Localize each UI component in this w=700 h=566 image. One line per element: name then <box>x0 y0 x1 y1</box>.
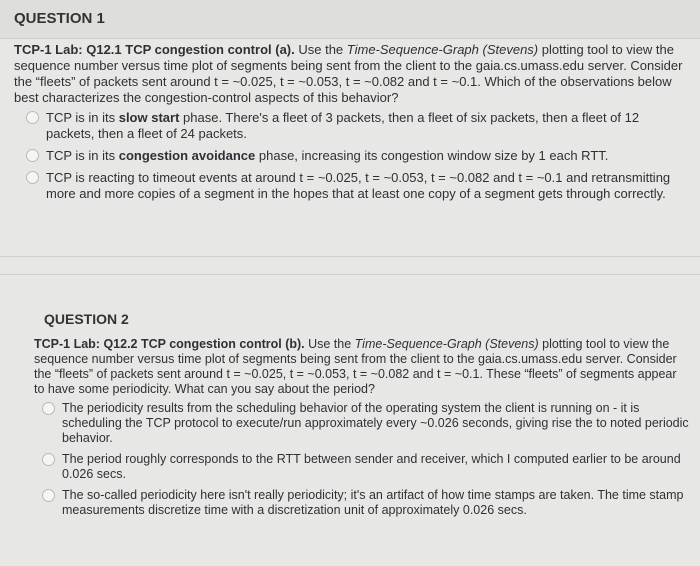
question-1-options <box>14 110 690 202</box>
section-divider <box>0 274 700 275</box>
radio-button[interactable] <box>42 402 55 415</box>
question-2-lead: TCP-1 Lab: Q12.2 TCP congestion control (b). <box>34 337 305 351</box>
question-1-text <box>14 42 690 106</box>
q2-option-rtt[interactable]: The period roughly corresponds to the RTT between sender and receiver, which I computed earlier to be around 0.026 secs. <box>34 452 690 482</box>
question-2-options <box>34 401 690 518</box>
question-1-lead: TCP-1 Lab: Q12.1 TCP congestion control (a). <box>14 42 295 57</box>
question-2-text-pre: Use the <box>304 337 355 351</box>
question-1-text-pre: Use the <box>294 42 347 57</box>
question-1-text-post: plotting tool to view the sequence number versus time plot of segments being sent from the client to the gaia.cs.umass.edu server. Consider the “fleets” of packets sent around t = ~0.025, t = ~0.053, t = ~0.082 and t = ~0.1. Which of the observations below best characterizes the congestion-control aspects of this behavior? <box>14 42 683 105</box>
question-2-body <box>34 337 690 524</box>
question-1-body <box>14 42 690 208</box>
question-2-title: QUESTION 2 <box>44 311 129 327</box>
radio-button[interactable] <box>26 171 39 184</box>
question-2-text <box>34 337 690 397</box>
question-1-header <box>0 0 700 39</box>
question-1-title: QUESTION 1 <box>14 10 105 27</box>
radio-button[interactable] <box>42 489 55 502</box>
q1-option-timeout[interactable]: TCP is reacting to timeout events at around t = ~0.025, t = ~0.053, t = ~0.082 and t = ~0.1 and retransmitting more and more copies of a segment in the hopes that at least one copy of a segment gets through correctly. <box>14 170 690 202</box>
question-2-text-post: plotting tool to view the sequence number versus time plot of segments being sent from the client to the gaia.cs.umass.edu server. Consider the “fleets” of packets sent around t = ~0.025, t = ~0.053, t = ~0.082 and t = ~0.1. These “fleets” of segments appear to have some periodicity. What can you say about the period? <box>34 337 677 396</box>
section-divider <box>0 256 700 257</box>
q2-option-scheduling[interactable]: The periodicity results from the scheduling behavior of the operating system the client is running on - it is scheduling the TCP protocol to execute/run approximately every ~0.026 seconds, giving rise the to noted periodic behavior. <box>34 401 690 446</box>
q1-option-slow-start[interactable]: TCP is in its slow start phase. There's a fleet of 3 packets, then a fleet of six packets, then a fleet of 12 packets, then a fleet of 24 packets. <box>14 110 690 142</box>
q1-option-congestion-avoidance[interactable]: TCP is in its congestion avoidance phase, increasing its congestion window size by 1 each RTT. <box>14 148 690 164</box>
question-2-tool-name: Time-Sequence-Graph (Stevens) <box>354 337 539 351</box>
q2-option-timestamp-artifact[interactable]: The so-called periodicity here isn't really periodicity; it's an artifact of how time stamps are taken. The time stamp measurements discretize time with a discretization unit of approximately 0.026 secs. <box>34 488 690 518</box>
radio-button[interactable] <box>26 149 39 162</box>
radio-button[interactable] <box>26 111 39 124</box>
question-1-tool-name: Time-Sequence-Graph (Stevens) <box>346 42 539 57</box>
radio-button[interactable] <box>42 453 55 466</box>
